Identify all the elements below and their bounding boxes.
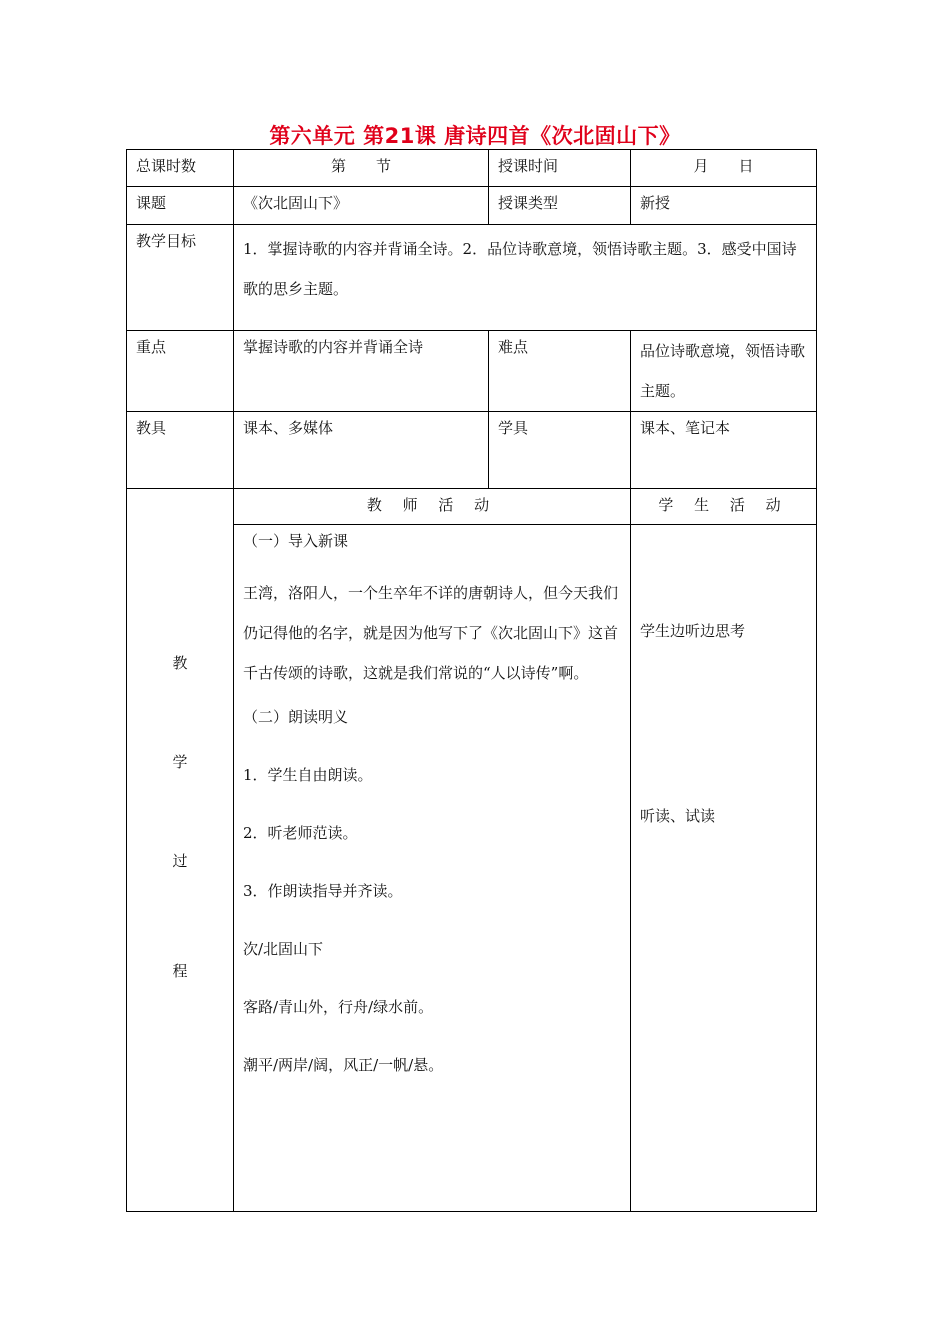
label-student-tools: 学具 <box>489 412 631 489</box>
tools-value: 课本、多媒体 <box>234 412 489 489</box>
class-date: 月 日 <box>631 150 817 187</box>
row-key-points <box>127 331 817 412</box>
class-type-value: 新授 <box>631 187 817 225</box>
student-activity-1: 学生边听边思考 <box>640 622 746 640</box>
label-class-time: 授课时间 <box>489 150 631 187</box>
row-process-header <box>127 489 817 525</box>
label-tools: 教具 <box>127 412 234 489</box>
row-tools <box>127 412 817 489</box>
student-activity-cell <box>631 525 817 1212</box>
label-difficulty: 难点 <box>489 331 631 412</box>
topic-value: 《次北固山下》 <box>234 187 489 225</box>
stage-label-cell <box>127 489 234 1212</box>
lesson-number: 第 节 <box>234 150 489 187</box>
student-activity-header: 学 生 活 动 <box>631 489 817 525</box>
stage-char-2: 学 <box>172 753 188 771</box>
label-goals: 教学目标 <box>127 225 234 331</box>
label-topic: 课题 <box>127 187 234 225</box>
poem-line-3: 潮平/两岸/阔，风正/一帆/悬。 <box>243 1056 444 1074</box>
intro-paragraph: 王湾，洛阳人，一个生卒年不详的唐朝诗人，但今天我们仍记得他的名字，就是因为他写下了《次北固山下》这首千古传颂的诗歌，这就是我们常说的“人以诗传”啊。 <box>243 584 619 682</box>
label-key: 重点 <box>127 331 234 412</box>
stage-char-4: 程 <box>172 962 188 980</box>
section-heading-1: （一）导入新课 <box>243 532 349 550</box>
label-class-type: 授课类型 <box>489 187 631 225</box>
teacher-activity-cell <box>234 525 631 1212</box>
lesson-plan-table <box>126 149 817 1212</box>
key-value: 掌握诗歌的内容并背诵全诗 <box>234 331 489 412</box>
step-2: 2．听老师范读。 <box>243 824 358 842</box>
poem-line-1: 次/北固山下 <box>243 940 324 958</box>
row-total-hours <box>127 150 817 187</box>
section-heading-2: （二）朗读明义 <box>243 708 349 726</box>
stage-char-1: 教 <box>172 654 188 672</box>
student-activity-2: 听读、试读 <box>640 807 716 825</box>
difficulty-value: 品位诗歌意境，领悟诗歌主题。 <box>631 331 817 412</box>
teacher-activity-header: 教 师 活 动 <box>234 489 631 525</box>
student-tools-value: 课本、笔记本 <box>631 412 817 489</box>
page-title: 第六单元 第21课 唐诗四首《次北固山下》 <box>269 124 681 148</box>
row-goals <box>127 225 817 331</box>
row-topic <box>127 187 817 225</box>
step-1: 1．学生自由朗读。 <box>243 766 373 784</box>
stage-char-3: 过 <box>172 852 188 870</box>
label-total-hours: 总课时数 <box>127 150 234 187</box>
goals-value: 1．掌握诗歌的内容并背诵全诗。2．品位诗歌意境，领悟诗歌主题。3．感受中国诗歌的思乡主题。 <box>234 225 817 331</box>
poem-line-2: 客路/青山外，行舟/绿水前。 <box>243 998 434 1016</box>
step-3: 3．作朗读指导并齐读。 <box>243 882 403 900</box>
